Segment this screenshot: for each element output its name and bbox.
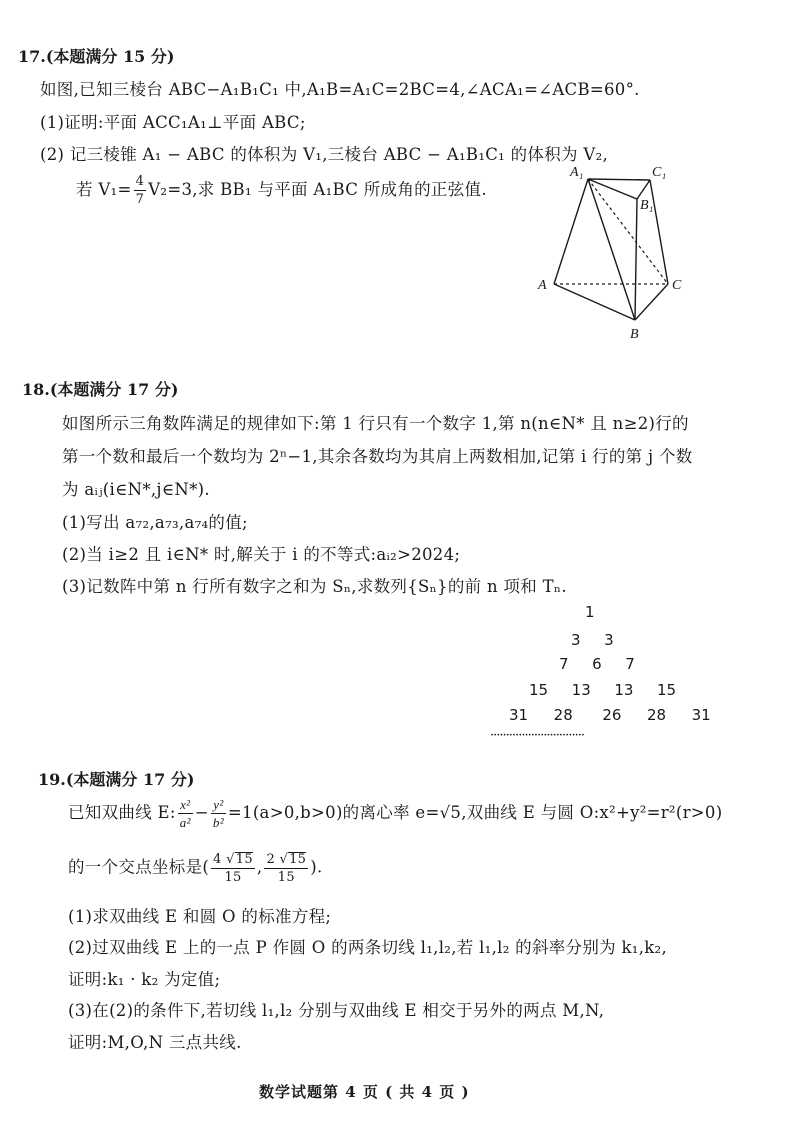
triangle-cell: 13: [614, 681, 634, 699]
q18-stem-1: 如图所示三角数阵满足的规律如下:第 1 行只有一个数字 1,第 n(n∈N* 且 n≥2)行的: [62, 414, 689, 433]
q19-stem-2: [68, 852, 323, 884]
triangle-row-1: [585, 603, 595, 621]
q19-part2-proof: 证明:k₁ · k₂ 为定值;: [68, 970, 221, 989]
triangle-row-5: [509, 706, 711, 724]
edge-b-c: [635, 284, 668, 320]
triangle-cell: 15: [529, 681, 549, 699]
q17-part2: (2) 记三棱锥 A₁ − ABC 的体积为 V₁,三棱台 ABC − A₁B₁C₁ 的体积为 V₂,: [40, 145, 609, 164]
q17-stem: 如图,已知三棱台 ABC−A₁B₁C₁ 中,A₁B=A₁C=2BC=4,∠ACA₁=∠ACB=60°.: [40, 80, 640, 99]
q18-stem-3: 为 aᵢⱼ(i∈N*,j∈N*).: [62, 480, 210, 499]
triangle-cell: 3: [604, 631, 614, 649]
edge-a1-b: [588, 179, 635, 320]
triangle-cell: 26: [602, 706, 622, 724]
triangle-cell: 15: [656, 681, 677, 699]
label-b1: B₁: [640, 198, 654, 213]
q19-point-x-den: 15: [224, 870, 242, 885]
triangle-row-4: [529, 681, 676, 699]
q19-part3: (3)在(2)的条件下,若切线 l₁,l₂ 分别与双曲线 E 相交于另外的两点 M,N,: [68, 1001, 605, 1020]
label-c1: C₁: [652, 165, 667, 180]
q19-part3-proof: 证明:M,O,N 三点共线.: [68, 1033, 242, 1052]
q17-part2-condition: [76, 175, 487, 206]
edge-a1-c1: [588, 179, 650, 180]
triangle-cell: 7: [625, 655, 635, 673]
edge-a-b: [554, 284, 635, 320]
edge-c-c1: [650, 180, 668, 284]
q19-point-x-rad: 15: [235, 852, 253, 867]
q19-minus: −: [194, 803, 209, 822]
q19-point-y-rad: 15: [289, 852, 307, 867]
q19-point-x-coef: 4: [213, 852, 222, 867]
triangle-row-2: [571, 631, 614, 649]
triangle-ellipsis: ······························: [490, 728, 584, 743]
triangle-cell: 3: [571, 631, 581, 649]
triangle-row-3: [559, 655, 635, 673]
q19-point-y-coef: 2: [266, 852, 276, 867]
q17-part1: (1)证明:平面 ACC₁A₁⊥平面 ABC;: [40, 113, 306, 132]
label-a: A: [538, 278, 547, 293]
triangle-cell: 6: [592, 655, 602, 673]
q19-point-x: [211, 852, 255, 884]
q19-part2: (2)过双曲线 E 上的一点 P 作圆 O 的两条切线 l₁,l₂,若 l₁,l₂ 的斜率分别为 k₁,k₂,: [68, 938, 668, 957]
triangle-cell: 7: [559, 655, 569, 673]
q19-header: 19.(本题满分 17 分): [38, 770, 195, 789]
q19-frac-y-num: y²: [211, 798, 226, 814]
edge-b-b1: [635, 199, 637, 320]
q19-point-comma: ,: [256, 857, 263, 877]
triangle-cell: 28: [646, 706, 667, 724]
q19-part1: (1)求双曲线 E 和圆 O 的标准方程;: [68, 907, 332, 926]
label-c: C: [672, 278, 682, 293]
q19-frac-y-den: b²: [212, 815, 224, 830]
triangle-cell: 13: [571, 681, 591, 699]
q17-frac-den: 7: [135, 192, 145, 207]
triangle-cell: 31: [509, 706, 529, 724]
frustum-figure: [520, 162, 700, 352]
q19-stem-1: [68, 798, 722, 829]
q19-frac-x: [178, 798, 193, 829]
q19-point-x-num: 4 √15: [213, 852, 253, 867]
q19-point-y: [264, 852, 308, 884]
q18-header: 18.(本题满分 17 分): [22, 380, 179, 399]
label-a1: A₁: [570, 165, 584, 180]
q19-point-pre: 的一个交点坐标是(: [68, 857, 210, 877]
q18-stem-2: 第一个数和最后一个数均为 2ⁿ−1,其余各数均为其肩上两数相加,记第 i 行的第 j 个数: [62, 447, 693, 466]
q17-cond-post: V₂=3,求 BB₁ 与平面 A₁BC 所成角的正弦值.: [148, 180, 487, 199]
q18-part3: (3)记数阵中第 n 行所有数字之和为 Sₙ,求数列{Sₙ}的前 n 项和 Tₙ.: [62, 577, 567, 596]
q19-frac-y: [211, 798, 226, 829]
q18-part1: (1)写出 a₇₂,a₇₃,a₇₄的值;: [62, 513, 248, 532]
q19-point-post: ).: [310, 857, 323, 877]
q17-cond-pre: 若 V₁=: [76, 180, 132, 199]
triangle-cell: 31: [691, 706, 711, 724]
edge-b1-c1: [637, 180, 650, 199]
q17-header: 17.(本题满分 15 分): [18, 47, 175, 66]
edge-a-a1: [554, 179, 588, 284]
q19-frac-x-den: a²: [179, 815, 191, 830]
q19-frac-x-num: x²: [178, 798, 193, 814]
triangle-cell: 1: [585, 603, 595, 621]
q19-point-y-num: 2 √15: [266, 852, 307, 867]
q17-fraction: [134, 175, 147, 206]
triangle-cell: 28: [553, 706, 573, 724]
q19-point-y-den: 15: [277, 870, 295, 885]
page-footer: 数学试题第 4 页 ( 共 4 页 ): [259, 1083, 470, 1101]
q17-frac-num: 4: [135, 174, 145, 189]
label-b: B: [630, 327, 639, 342]
q18-part2: (2)当 i≥2 且 i∈N* 时,解关于 i 的不等式:aᵢ₂>2024;: [62, 545, 461, 564]
q19-stem-post: =1(a>0,b>0)的离心率 e=√5,双曲线 E 与圆 O:x²+y²=r²(r>0): [227, 803, 723, 822]
q19-stem-pre: 已知双曲线 E:: [68, 803, 176, 822]
